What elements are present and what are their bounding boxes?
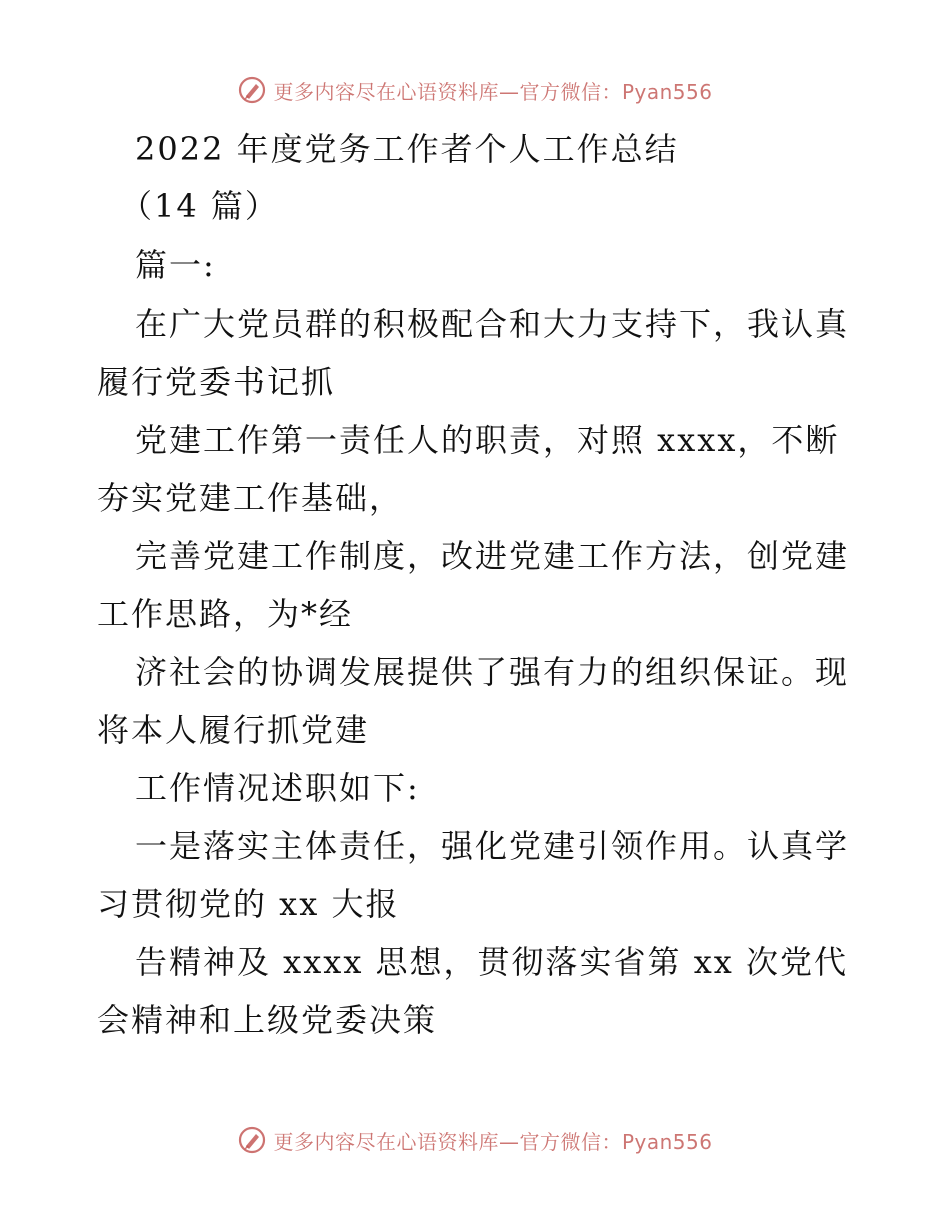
watermark-text: 更多内容尽在心语资料库—官方微信：Pyan556 bbox=[273, 1129, 713, 1154]
paragraph-line: 党建工作第一责任人的职责，对照 xxxx，不断 bbox=[135, 421, 840, 459]
watermark-text: 更多内容尽在心语资料库—官方微信：Pyan556 bbox=[273, 79, 713, 104]
paragraph-line: 完善党建工作制度，改进党建工作方法，创党建 bbox=[135, 537, 850, 575]
paragraph-line: 夯实党建工作基础， bbox=[97, 479, 404, 517]
watermark-banner-bottom bbox=[0, 1120, 950, 1160]
paragraph-line: 工作情况述职如下: bbox=[135, 769, 420, 807]
paragraph-line: 济社会的协调发展提供了强有力的组织保证。现 bbox=[135, 653, 850, 691]
paragraph-line: 一是落实主体责任，强化党建引领作用。认真学 bbox=[135, 827, 850, 865]
paragraph-line: 工作思路，为*经 bbox=[97, 595, 354, 633]
fountain-pen-circle-logo-icon bbox=[237, 75, 267, 105]
paragraph-line: 会精神和上级党委决策 bbox=[97, 1001, 438, 1039]
paragraph-line: 习贯彻党的 xx 大报 bbox=[97, 885, 400, 923]
paragraph-line: 告精神及 xxxx 思想，贯彻落实省第 xx 次党代 bbox=[135, 943, 848, 981]
paragraph-line: 履行党委书记抓 bbox=[97, 363, 336, 401]
document-subtitle: （14 篇） bbox=[120, 187, 279, 225]
paragraph-line: 在广大党员群的积极配合和大力支持下，我认真 bbox=[135, 305, 850, 343]
watermark-banner-top bbox=[0, 70, 950, 110]
section-heading: 篇一: bbox=[135, 246, 216, 284]
document-title: 2022 年度党务工作者个人工作总结 bbox=[135, 130, 679, 168]
paragraph-line: 将本人履行抓党建 bbox=[97, 711, 370, 749]
fountain-pen-circle-logo-icon bbox=[237, 1125, 267, 1155]
